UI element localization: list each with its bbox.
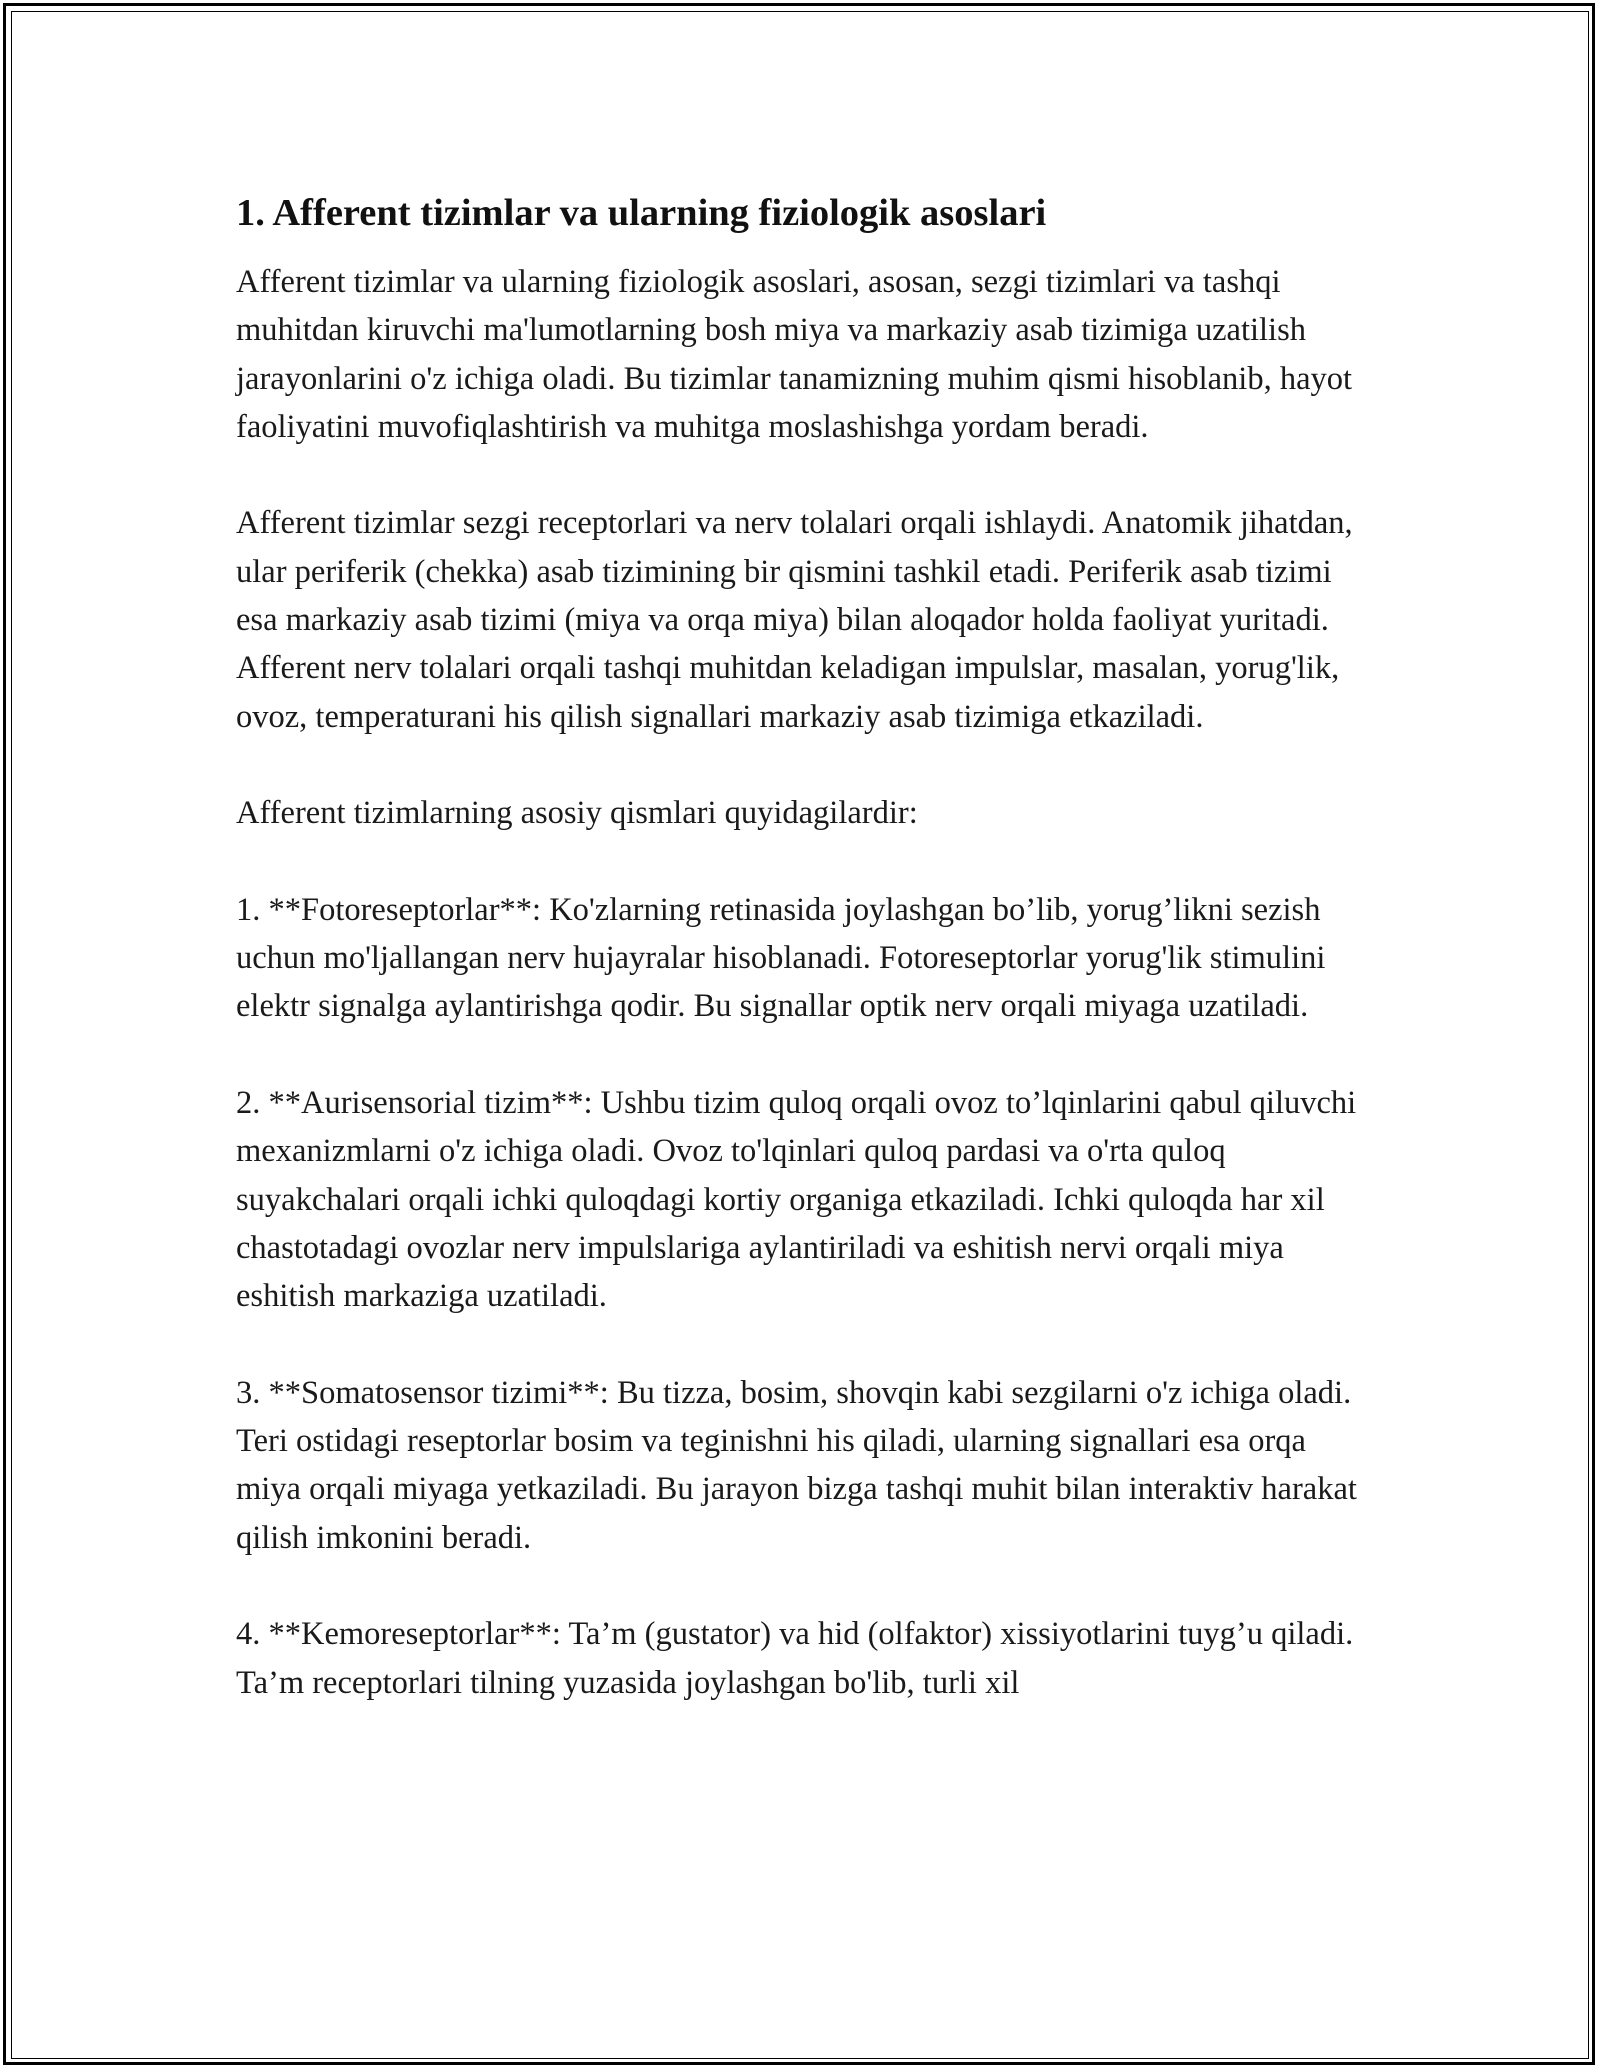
list-item-photoreceptors: 1. **Fotoreseptorlar**: Ko'zlarning retinasida joylashgan bo’lib, yorug’likni sezish uchun mo'ljallangan nerv hujayralar hisoblanadi. Fotoreseptorlar yorug'lik stimulini elektr signalga aylantirishga qodir. Bu signallar optik nerv orqali miyaga uzatiladi. (236, 891, 1326, 1025)
list-item-auditory: 2. **Aurisensorial tizim**: Ushbu tizim quloq orqali ovoz to’lqinlarini qabul qiluvchi mexanizmlarni o'z ichiga oladi. Ovoz to'lqinlari quloq pardasi va o'rta quloq suyakchalari orqali ichki quloqdagi kortiy organiga etkaziladi. Ichki quloqda har xil chastotadagi ovozlar nerv impulslariga aylantiriladi va eshitish nervi orqali miya eshitish markaziga uzatiladi. (236, 1085, 1357, 1315)
list-item-chemoreceptors: 4. **Kemoreseptorlar**: Ta’m (gustator) va hid (olfaktor) xissiyotlarini tuyg’u qiladi. Ta’m receptorlari tilning yuzasida joylashgan bo'lib, turli xil (236, 1616, 1354, 1701)
paragraph-anatomy: Afferent tizimlar sezgi receptorlari va nerv tolalari orqali ishlaydi. Anatomik jihatdan, ular periferik (chekka) asab tizimining bir qismini tashkil etadi. Periferik asab tizimi esa markaziy asab tizimi (miya va orqa miya) bilan aloqador holda faoliyat yuritadi. Afferent nerv tolalari orqali tashqi muhitdan keladigan impulslar, masalan, yorug'lik, ovoz, temperaturani his qilish signallari markaziy asab tizimiga etkaziladi. (236, 505, 1353, 735)
document-body (236, 188, 1376, 1707)
paragraph-intro: Afferent tizimlar va ularning fiziologik asoslari, asosan, sezgi tizimlari va tashqi muhitdan kiruvchi ma'lumotlarning bosh miya va markaziy asab tizimiga uzatilish jarayonlarini o'z ichiga oladi. Bu tizimlar tanamizning muhim qismi hisoblanib, hayot faoliyatini muvofiqlashtirish va muhitga moslashishga yordam beradi. (236, 264, 1353, 445)
list-item-somatosensory: 3. **Somatosensor tizimi**: Bu tizza, bosim, shovqin kabi sezgilarni o'z ichiga oladi. Teri ostidagi reseptorlar bosim va teginishni his qiladi, ularning signallari esa orqa miya orqali miyaga yetkaziladi. Bu jarayon bizga tashqi muhit bilan interaktiv harakat qilish imkonini beradi. (236, 1374, 1357, 1556)
paragraph-list-intro: Afferent tizimlarning asosiy qismlari quyidagilardir: (236, 795, 918, 832)
section-heading: 1. Afferent tizimlar va ularning fiziologik asoslari (236, 192, 1047, 234)
